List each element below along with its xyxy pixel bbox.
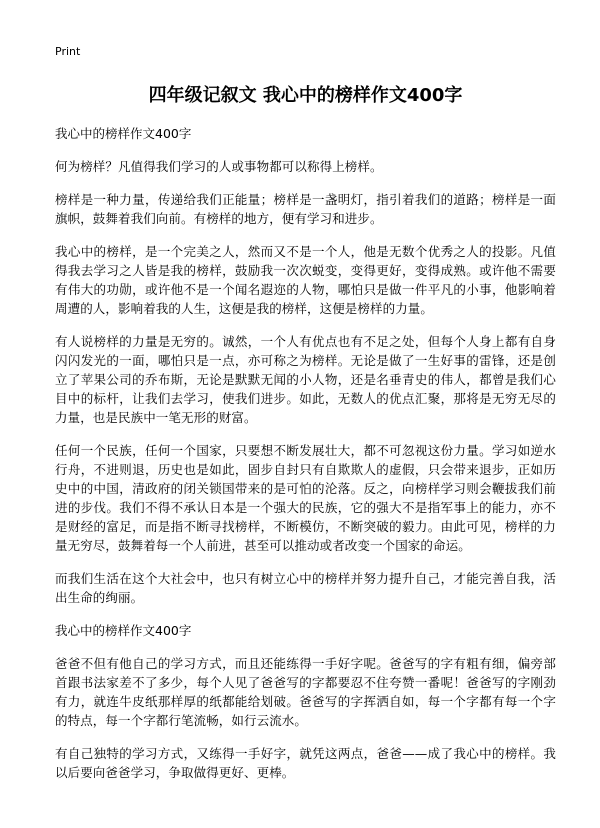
print-link[interactable]: Print [55, 45, 81, 58]
paragraph: 有人说榜样的力量是无穷的。诚然，一个人有优点也有不足之处，但每个人身上都有自身闪闪发光的一面，哪怕只是一点，亦可称之为榜样。无论是做了一生好事的雷锋，还是创立了苹果公司的乔布斯，无论是默默无闻的小人物，还是名垂青史的伟人，都曾是我们心目中的标杆，让我们去学习，使我们进步。如此，无数人的优点汇聚，那将是无穷无尽的力量，也是民族中一笔无形的财富。 [55, 334, 556, 425]
spacer [55, 109, 556, 124]
section-heading-2: 我心中的榜样作文400字 [55, 623, 192, 638]
page-title: 四年级记叙文 我心中的榜样作文400字 [148, 85, 463, 106]
section-heading-1: 我心中的榜样作文400字 [55, 126, 192, 141]
paragraph: 爸爸不但有他自己的学习方式，而且还能练得一手好字呢。爸爸写的字有粗有细，偏旁部首跟书法家差不了多少，每个人见了爸爸写的字都要忍不住夸赞一番呢！爸爸写的字刚劲有力，就连牛皮纸那样厚的纸都能给划破。爸爸写的字挥洒自如，每一个字都有每一个字的特点，每一个字都行笔流畅，如行云流水。 [55, 656, 556, 728]
paragraph: 我心中的榜样，是一个完美之人，然而又不是一个人，他是无数个优秀之人的投影。凡值得我去学习之人皆是我的榜样，鼓励我一次次蜕变，变得更好，变得成熟。或许他不需要有伟大的功勋，或许他不是一个闻名遐迩的人物，哪怕只是做一件平凡的小事，他影响着周遭的人，影响着我的人生，这便是我的榜样，这便是榜样的力量。 [55, 244, 556, 316]
paragraph: 而我们生活在这个大社会中，也只有树立心中的榜样并努力提升自己，才能完善自我，活出生命的绚丽。 [55, 571, 556, 605]
paragraph: 有自己独特的学习方式，又练得一手好字，就凭这两点，爸爸——成了我心中的榜样。我以后要向爸爸学习，争取做得更好、更棒。 [55, 746, 556, 780]
paragraph: 何为榜样？凡值得我们学习的人或事物都可以称得上榜样。 [55, 159, 383, 174]
paragraph: 榜样是一种力量，传递给我们正能量；榜样是一盏明灯，指引着我们的道路；榜样是一面旗帜，鼓舞着我们向前。有榜样的地方，便有学习和进步。 [55, 192, 556, 226]
paragraph: 任何一个民族，任何一个国家，只要想不断发展壮大，都不可忽视这份力量。学习如逆水行舟，不进则退，历史也是如此，固步自封只有自欺欺人的虚假，只会带来退步，正如历史中的中国，清政府的闭关锁国带来的是可怕的沦落。反之，向榜样学习则会鞭拔我们前进的步伐。我们不得不承认日本是一个强大的民族，它的强大不是指军事上的能力，亦不是财经的富足，而是指不断寻找榜样，不断模仿，不断突破的毅力。由此可见，榜样的力量无穷尽，鼓舞着每一个人前进，甚至可以推动或者改变一个国家的命运。 [55, 443, 556, 553]
